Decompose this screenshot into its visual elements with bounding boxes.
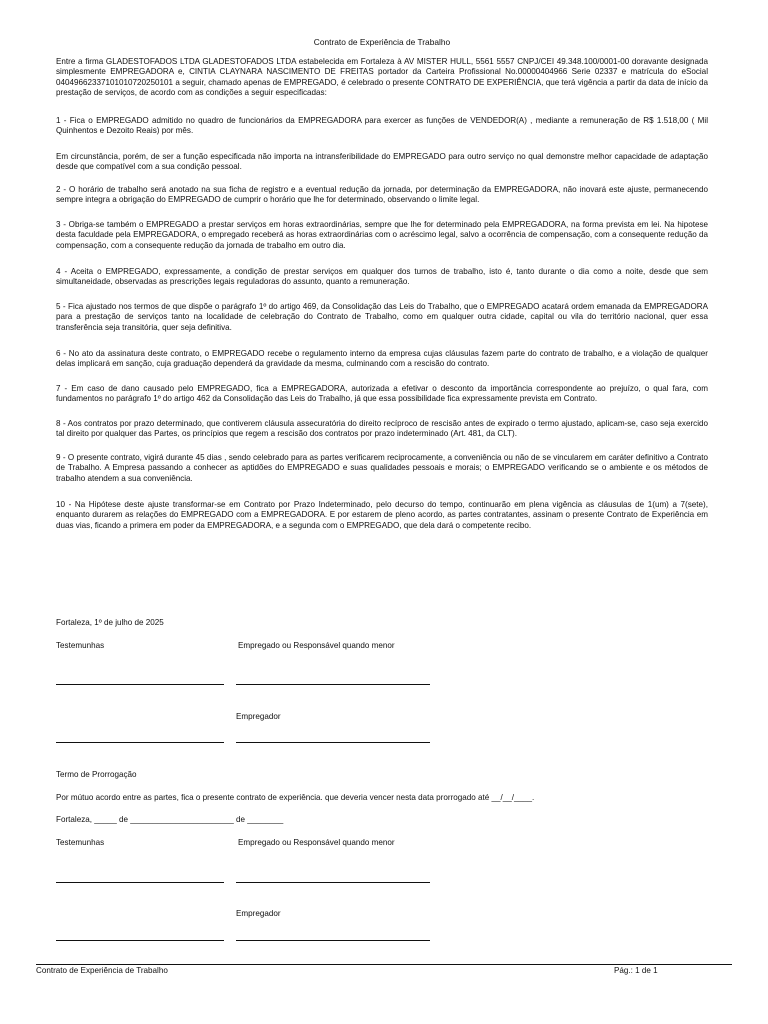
clause-4: 4 - Aceita o EMPREGADO, expressamente, a condição de prestar serviços em qualquer dos turnos de trabalho, isto é, tanto durante o dia como a noite, desde que sem simultaneidade, observadas as prescrições legais reguladoras do assunto, quanto a remuneração. (56, 267, 708, 287)
extension-witness-line-2 (56, 940, 224, 941)
employee-label: Empregado ou Responsável quando menor (238, 641, 395, 650)
document-title: Contrato de Experiência de Trabalho (313, 37, 451, 47)
extension-text: Por mútuo acordo entre as partes, fica o presente contrato de experiência. que deveria vencer nesta data prorrogado até __/__/____. (56, 793, 535, 802)
employer-label: Empregador (236, 712, 281, 721)
employer-signature-line (236, 742, 430, 743)
footer-divider (36, 964, 732, 965)
clause-7: 7 - Em caso de dano causado pelo EMPREGADO, fica a EMPREGADORA, autorizada a efetivar o desconto da importância correspondente ao prejuízo, o qual fara, com fundamentos no parágrafo 1º do artigo 462 da Consolidação das Leis do Trabalho, já que essa possibilidade fica expressamente prevista em Contrato. (56, 384, 708, 404)
date-place: Fortaleza, 1º de julho de 2025 (56, 618, 164, 627)
witness-signature-line (56, 684, 224, 685)
witnesses-label: Testemunhas (56, 641, 105, 650)
extension-witness-line (56, 882, 224, 883)
extension-date-line: Fortaleza, _____ de _______________________ de ________ (56, 815, 284, 824)
employee-signature-line (236, 684, 430, 685)
intro-paragraph: Entre a firma GLADESTOFADOS LTDA GLADESTOFADOS LTDA estabelecida em Fortaleza à AV MISTER HULL, 5561 5557 CNPJ/CEI 49.348.100/0001-00 doravante designada simplesmente EMPREGADORA e, CINTIA CLAYNARA NASCIMENTO DE FREITAS portador da Carteira Profissional No.00000404966 Serie 02337 e matrícula do eSocial 04049662337101010720250101 a seguir, chamado apenas de EMPREGADO, é celebrado o presente CONTRATO DE EXPERIÊNCIA, que terá vigência a partir da data de início da prestação de serviços, de acordo com as condições a seguir especificadas: (56, 57, 708, 98)
extension-title: Termo de Prorrogação (56, 770, 137, 779)
clause-8: 8 - Aos contratos por prazo determinado, que contiverem cláusula assecuratória do direito recíproco de rescisão antes de expirado o termo ajustado, aplicam-se, caso seja exercido tal direito por qualquer das Partes, os princípios que regem a rescisão dos contratos por prazo indeterminado (Art. 481, da CLT). (56, 419, 708, 439)
clause-10: 10 - Na Hipótese deste ajuste transformar-se em Contrato por Prazo Indeterminado, pelo decurso do tempo, continuarão em plena vigência as cláusulas de 1(um) a 7(sete), enquanto durarem as relações do EMPREGADO com a EMPREGADORA. E por estarem de pleno acordo, as partes contratantes, assinam o presente Contrato de Experiência em duas vias, ficando a primera em poder da EMPREGADORA, e a segunda com o EMPREGADO, que dela dará o competente recibo. (56, 500, 708, 530)
clause-9: 9 - O presente contrato, vigirá durante 45 dias , sendo celebrado para as partes verificarem reciprocamente, a conveniência ou não de se vincularem em caráter definitivo a Contrato de Trabalho. A Empresa passando a conhecer as aptidões do EMPREGADO e suas qualidades pessoais e morais; o EMPREGADO verificando se o ambiente e os métodos de trabalho atendem a sua conveniência. (56, 453, 708, 483)
clause-1: 1 - Fica o EMPREGADO admitido no quadro de funcionários da EMPREGADORA para exercer as funções de VENDEDOR(A) , mediante a remuneração de R$ 1.518,00 ( Mil Quinhentos e Dezoito Reais) por mês. (56, 116, 708, 136)
footer-title: Contrato de Experiência de Trabalho (36, 966, 168, 975)
extension-employee-line (236, 882, 430, 883)
extension-employee-label: Empregado ou Responsável quando menor (238, 838, 395, 847)
extension-employer-line (236, 940, 430, 941)
page-number: Pág.: 1 de 1 (614, 966, 658, 975)
witness-signature-line-2 (56, 742, 224, 743)
clause-6: 6 - No ato da assinatura deste contrato, o EMPREGADO recebe o regulamento interno da empresa cujas cláusulas fazem parte do contrato de trabalho, e a violação de qualquer delas implicará em sanção, cuja graduação dependerá da gravidade da mesma, culminando com a rescisão do contrato. (56, 349, 708, 369)
extension-employer-label: Empregador (236, 909, 281, 918)
extension-witnesses-label: Testemunhas (56, 838, 105, 847)
clause-5: 5 - Fica ajustado nos termos de que dispõe o parágrafo 1º do artigo 469, da Consolidação das Leis do Trabalho, que o EMPREGADO acatará ordem emanada da EMPREGADORA para a prestação de serviços tanto na localidade de celebração do Contrato de Trabalho, como em qualquer outra cidade, capital ou vila do território nacional, quer essa transferência seja transitória, quer seja definitiva. (56, 302, 708, 332)
clause-2: 2 - O horário de trabalho será anotado na sua ficha de registro e a eventual redução da jornada, por determinação da EMPREGADORA, não inovará este ajuste, permanecendo sempre integra a obrigação do EMPREGADO de cumprir o horário que lhe for determinado, observando o limite legal. (56, 185, 708, 205)
clause-1-note: Em circunstância, porém, de ser a função especificada não importa na intransferibilidade do EMPREGADO para outro serviço no qual demonstre melhor capacidade de adaptação desde que compatível com a sua condição pessoal. (56, 152, 708, 172)
clause-3: 3 - Obriga-se também o EMPREGADO a prestar serviços em horas extraordinárias, sempre que lhe for determinado pela EMPREGADORA, na forma prevista em lei. Na hipotese desta faculdade pela EMPREGADORA, o empregado receberá as horas extraordinárias com o acréscimo legal, salvo a ocorrência de compensação, com a consequente redução da compensação, com a consequente redução da jornada de trabalho em outro dia. (56, 220, 708, 250)
